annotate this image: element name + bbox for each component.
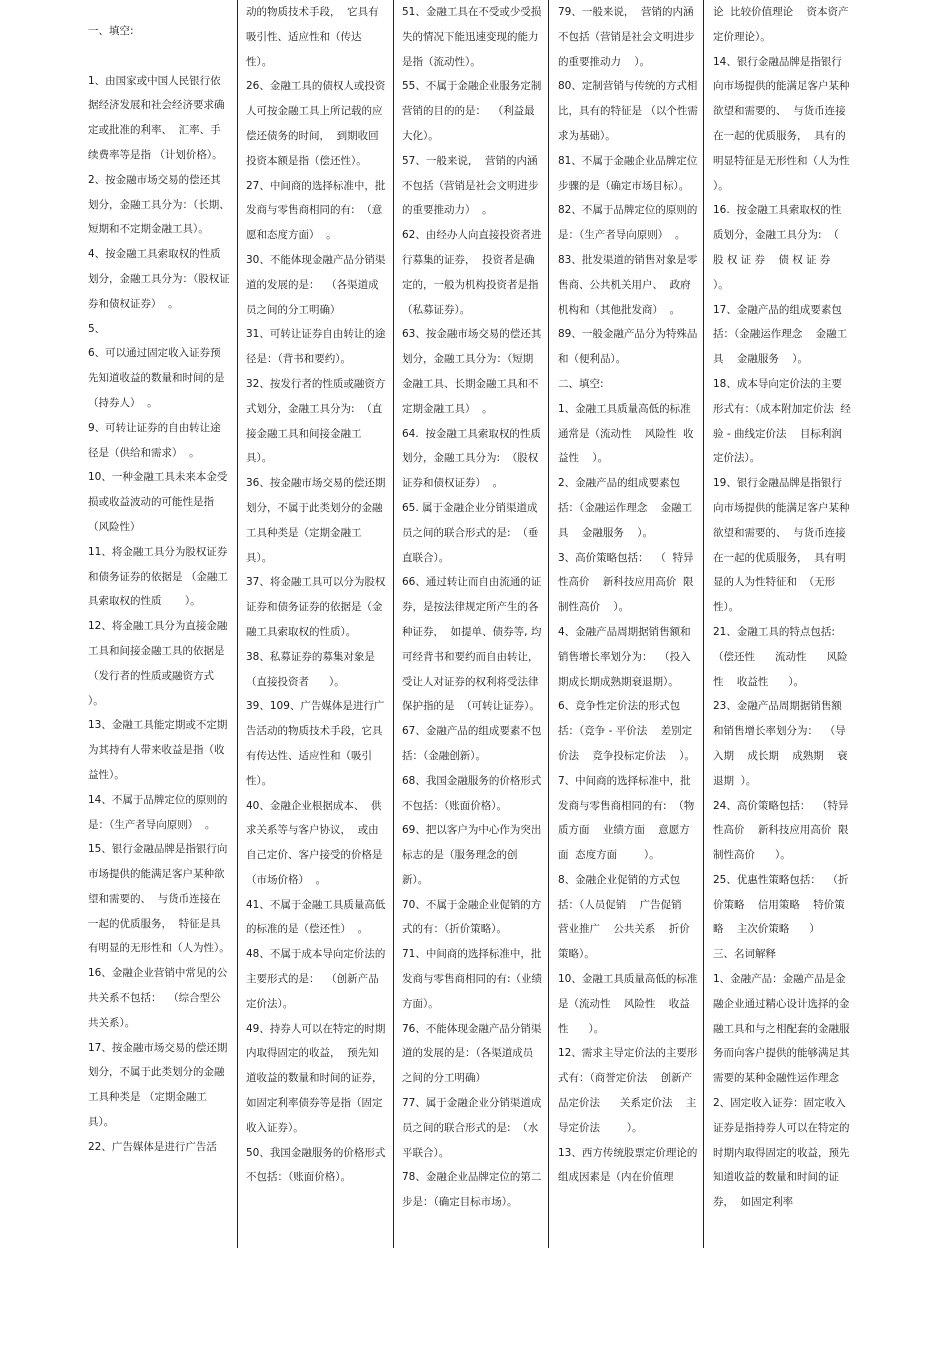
paragraph: 30、不能体现金融产品分销渠道的发展的是： （各渠道成员之间的分工明确）	[246, 253, 386, 316]
paragraph: 69、把以客户为中心作为突出标志的是（服务理念的创新）。	[402, 824, 542, 886]
paragraph: 39、109、广告媒体是进行广告活动的物质技术手段，它具有传达性、适应性和（吸引性）。	[246, 700, 385, 787]
paragraph: 81、不属于金融企业品牌定位步骤的是（确定市场目标）。	[558, 154, 698, 192]
paragraph: 22、广告媒体是进行广告活	[88, 1140, 217, 1153]
paragraph: 57、一般来说， 营销的内涵不包括（营销是社会文明进步的重要推动力） 。	[402, 154, 539, 217]
paragraph: 15、银行金融品牌是指银行向市场提供的能满足客户某种欲望和需要的、 与货币连接在一起的优质服务， 特征是具有明显的无形性和（人为性）。	[88, 843, 230, 955]
paragraph: 76、不能体现金融产品分销渠道的发展的是：（各渠道成员之间的分工明确）	[402, 1022, 542, 1085]
paragraph: 1、金融工具质量高低的标准通常是（流动性 风险性 收益性 ）。	[558, 402, 694, 465]
paragraph: 41、不属于金融工具质量高低的标准的是（偿还性） 。	[246, 898, 386, 936]
paragraph: 38、私募证券的募集对象是（直接投资者 ）。	[246, 650, 375, 688]
paragraph: 83、批发渠道的销售对象是零售商、公共机关用户、 政府机构和（其他批发商） 。	[558, 253, 698, 316]
paragraph: 70、不属于金融企业促销的方式的有：（折价策略）。	[402, 898, 542, 936]
paragraph: 50、我国金融服务的价格形式不包括：（账面价格）。	[246, 1146, 386, 1184]
paragraph: 89、一般金融产品分为特殊品和（便利品）。	[558, 328, 698, 366]
paragraph: 3、高价策略包括： （ 特异性高价 新科技应用高价 限制性高价 ）。	[558, 551, 694, 614]
paragraph: 26、金融工具的债权人或投资人可按金融工具上所记载的应偿还债务的时间， 到期收回投资本额是指（偿还性）。	[246, 80, 386, 167]
paragraph: 6、可以通过固定收入证券预先知道收益的数量和时间的是（持券人） 。	[88, 347, 225, 409]
paragraph: 78、金融企业品牌定位的第二步是：（确定目标市场）。	[402, 1171, 542, 1209]
paragraph: 51、金融工具在不受或少受损失的情况下能迅速变现的能力是指（流动性）。	[402, 6, 542, 68]
paragraph: 14、不属于品牌定位的原则的是：（生产者导向原则） 。	[88, 793, 228, 831]
paragraph: 62、由经办人向直接投资者进行募集的证券， 投资者是确定的，一般为机构投资者是指（私募证券）。	[402, 229, 542, 316]
paragraph: 6、竞争性定价法的形式包括：（竞争 - 平价法 差别定价法 竞争投标定价法 ）。	[558, 700, 695, 762]
paragraph: 24、高价策略包括： （特异性高价 新科技应用高价 限制性高价 ）。	[713, 799, 849, 862]
paragraph: 2、固定收入证券：固定收入证券是指持券人可以在特定的时期内取得固定的收益，预先知道收益的数量和时间的证券， 如固定利率	[713, 1097, 850, 1209]
paragraph: 68、我国金融服务的价格形式不包括：（账面价格）。	[402, 774, 542, 812]
paragraph	[88, 44, 230, 69]
paragraph: 三、名词解释	[713, 948, 776, 961]
paragraph: 二、填空:	[558, 377, 604, 390]
paragraph: 14、银行金融品牌是指银行向市场提供的能满足客户某种欲望和需要的、 与货币连接在一起的优质服务， 具有的明显特征是无形性和（人为性 ）。	[713, 55, 863, 192]
paragraph: 1、金融产品：金融产品是金融企业通过精心设计选择的金融工具和与之相配套的金融服务而向客户提供的能够满足其需要的某种金融性运作理念	[713, 973, 850, 1085]
paragraph: 7、中间商的选择标准中，批发商与零售商相同的有: （物质方面 业绩方面 意愿方面 态度方面 ）。	[558, 774, 695, 862]
paragraph: 19、银行金融品牌是指银行向市场提供的能满足客户某种欲望和需要的、 与货币连接在一起的优质服务， 具有明显的人为性特征和 （无形性）。	[713, 477, 850, 614]
paragraph: 论 比较价值理论 资本资产定价理论）。	[713, 6, 849, 43]
paragraph: 27、中间商的选择标准中，批发商与零售商相同的有: （意愿和态度方面） 。	[246, 179, 386, 242]
paragraph: 25、优惠性策略包括： （折价策略 信用策略 特价策略 主次价策略 ）	[713, 873, 849, 936]
paragraph: 10、金融工具质量高低的标准是（流动性 风险性 收益性 ）。	[558, 973, 698, 1035]
paragraph: 4、按金融工具索取权的性质划分，金融工具分为：（股权证券和债权证券） 。	[88, 248, 230, 310]
paragraph: 17、按金融市场交易的偿还期划分，不属于此类划分的金融工具种类是 （定期金融工具）。	[88, 1041, 228, 1129]
paragraph: 49、持券人可以在特定的时期内取得固定的收益， 预先知道收益的数量和时间的证券，如固定利率债券等是指（固定收入证券）。	[246, 1022, 386, 1134]
paragraph: 31、可转让证券自由转让的途径是：（背书和要约）。	[246, 328, 386, 366]
paragraph: 82、不属于品牌定位的原则的是：（生产者导向原则） 。	[558, 204, 698, 242]
paragraph: 23、金融产品周期据销售额和销售增长率划分为： （导入期 成长期 成熟期 衰退期 ）。	[713, 700, 848, 787]
paragraph: 8、金融企业促销的方式包括：（人员促销 广告促销 营业推广 公共关系 折价策略）。	[558, 873, 690, 961]
paragraph: 13、西方传统股票定价理论的组成因素是（内在价值理	[558, 1146, 698, 1184]
paragraph: 5、	[88, 322, 106, 335]
paragraph: 37、将金融工具可以分为股权证券和债务证券的依据是（金融工具索取权的性质）。	[246, 576, 386, 638]
paragraph: 9、可转让证券的自由转让途径是（供给和需求） 。	[88, 421, 221, 459]
paragraph: 12、需求主导定价法的主要形式有：（商誉定价法 创新产品定价法 关系定价法 主导定价法 ）。	[558, 1047, 698, 1134]
text-column-1	[88, 0, 230, 1248]
paragraph: 1、由国家或中国人民银行依据经济发展和社会经济要求确定或批准的利率、 汇率、手续费率等是指 （计划价格）。	[88, 74, 225, 161]
paragraph: 80、定制营销与传统的方式相比，具有的特征是 （以个性需求为基础）。	[558, 80, 698, 142]
paragraph: 12、将金融工具分为直接金融工具和间接金融工具的依据是（发行者的性质或融资方式 ）。	[88, 620, 228, 707]
paragraph: 63、按金融市场交易的偿还其划分，金融工具分为：（短期金融工具、长期金融工具和不定期金融工具） 。	[402, 328, 542, 415]
paragraph: 48、不属于成本导向定价法的主要形式的是： （创新产品定价法）。	[246, 948, 386, 1010]
paragraph: 动的物质技术手段， 它具有吸引性、适应性和（传达性）。	[246, 6, 379, 68]
paragraph: 4、金融产品周期据销售额和销售增长率划分为： （投入期成长期成熟期衰退期）。	[558, 625, 691, 688]
paragraph: 2、按金融市场交易的偿还其划分，金融工具分为：（长期、短期和不定期金融工具）。	[88, 173, 230, 236]
text-column-5	[703, 0, 863, 1248]
paragraph: 77、属于金融企业分销渠道成员之间的联合形式的是: （水平联合）。	[402, 1097, 542, 1159]
text-column-4	[548, 0, 698, 1248]
paragraph: 79、一般来说， 营销的内涵不包括（营销是社会文明进步的重要推动力 ）。	[558, 6, 695, 68]
paragraph: 16. 按金融工具索取权的性质划分，金融工具分为: （ 股 权 证 券 债 权 证 券 ）。	[713, 204, 844, 291]
paragraph: 67、金融产品的组成要素不包括：（金融创新）。	[402, 725, 542, 762]
paragraph: 13、金融工具能定期或不定期为其持有人带来收益是指（收益性）。	[88, 719, 228, 781]
paragraph: 18、成本导向定价法的主要形式有：（成本附加定价法 经验 - 曲线定价法 目标利润定价法）。	[713, 377, 851, 465]
paragraph: 21、金融工具的特点包括: （偿还性 流动性 风险性 收益性 ）。	[713, 625, 848, 688]
paragraph: 65. 属于金融企业分销渠道成员之间的联合形式的是: （垂直联合）。	[402, 501, 539, 564]
paragraph: 16、金融企业营销中常见的公共关系不包括： （综合型公共关系）。	[88, 967, 228, 1029]
paragraph: 10、一种金融工具未来本金受损或收益波动的可能性是指（风险性）	[88, 471, 228, 533]
paragraph: 2、金融产品的组成要素包括：（金融运作理念 金融工具 金融服务 ）。	[558, 477, 693, 539]
paragraph: 40、金融企业根据成本、 供求关系等与客户协议， 或由自己定价、客户接受的价格是（市场价格） 。	[246, 799, 383, 886]
text-column-2	[237, 0, 387, 1248]
paragraph: 一、填空:	[88, 25, 134, 37]
paragraph: 64. 按金融工具索取权的性质划分，金融工具分为: （股权证券和债权证券） 。	[402, 427, 541, 490]
paragraph: 17、金融产品的组成要素包括：（金融运作理念 金融工具 金融服务 ）。	[713, 303, 848, 366]
paragraph: 11、将金融工具分为股权证券和债务证券的依据是 （金融工具索取权的性质 ）。	[88, 545, 228, 608]
paragraph: 71、中间商的选择标准中，批发商与零售商相同的有:（业绩方面）。	[402, 948, 543, 1010]
paragraph: 66、通过转让而自由流通的证券，是按法律规定所产生的各种证券， 如提单、债券等, 均可经背书和要约而自由转让，受让人对证券的权利将受法律保护指的是 （可转让证券）。	[402, 576, 542, 713]
paragraph: 32、按发行者的性质或融资方式划分，金融工具分为: （直接金融工具和间接金融工具）。	[246, 377, 386, 465]
text-column-3	[393, 0, 543, 1248]
paragraph: 36、按金融市场交易的偿还期划分，不属于此类划分的金融工具种类是（定期金融工具）。	[246, 477, 386, 564]
paragraph: 55、不属于金融企业服务定制营销的目的的是： （利益最大化）。	[402, 80, 542, 142]
